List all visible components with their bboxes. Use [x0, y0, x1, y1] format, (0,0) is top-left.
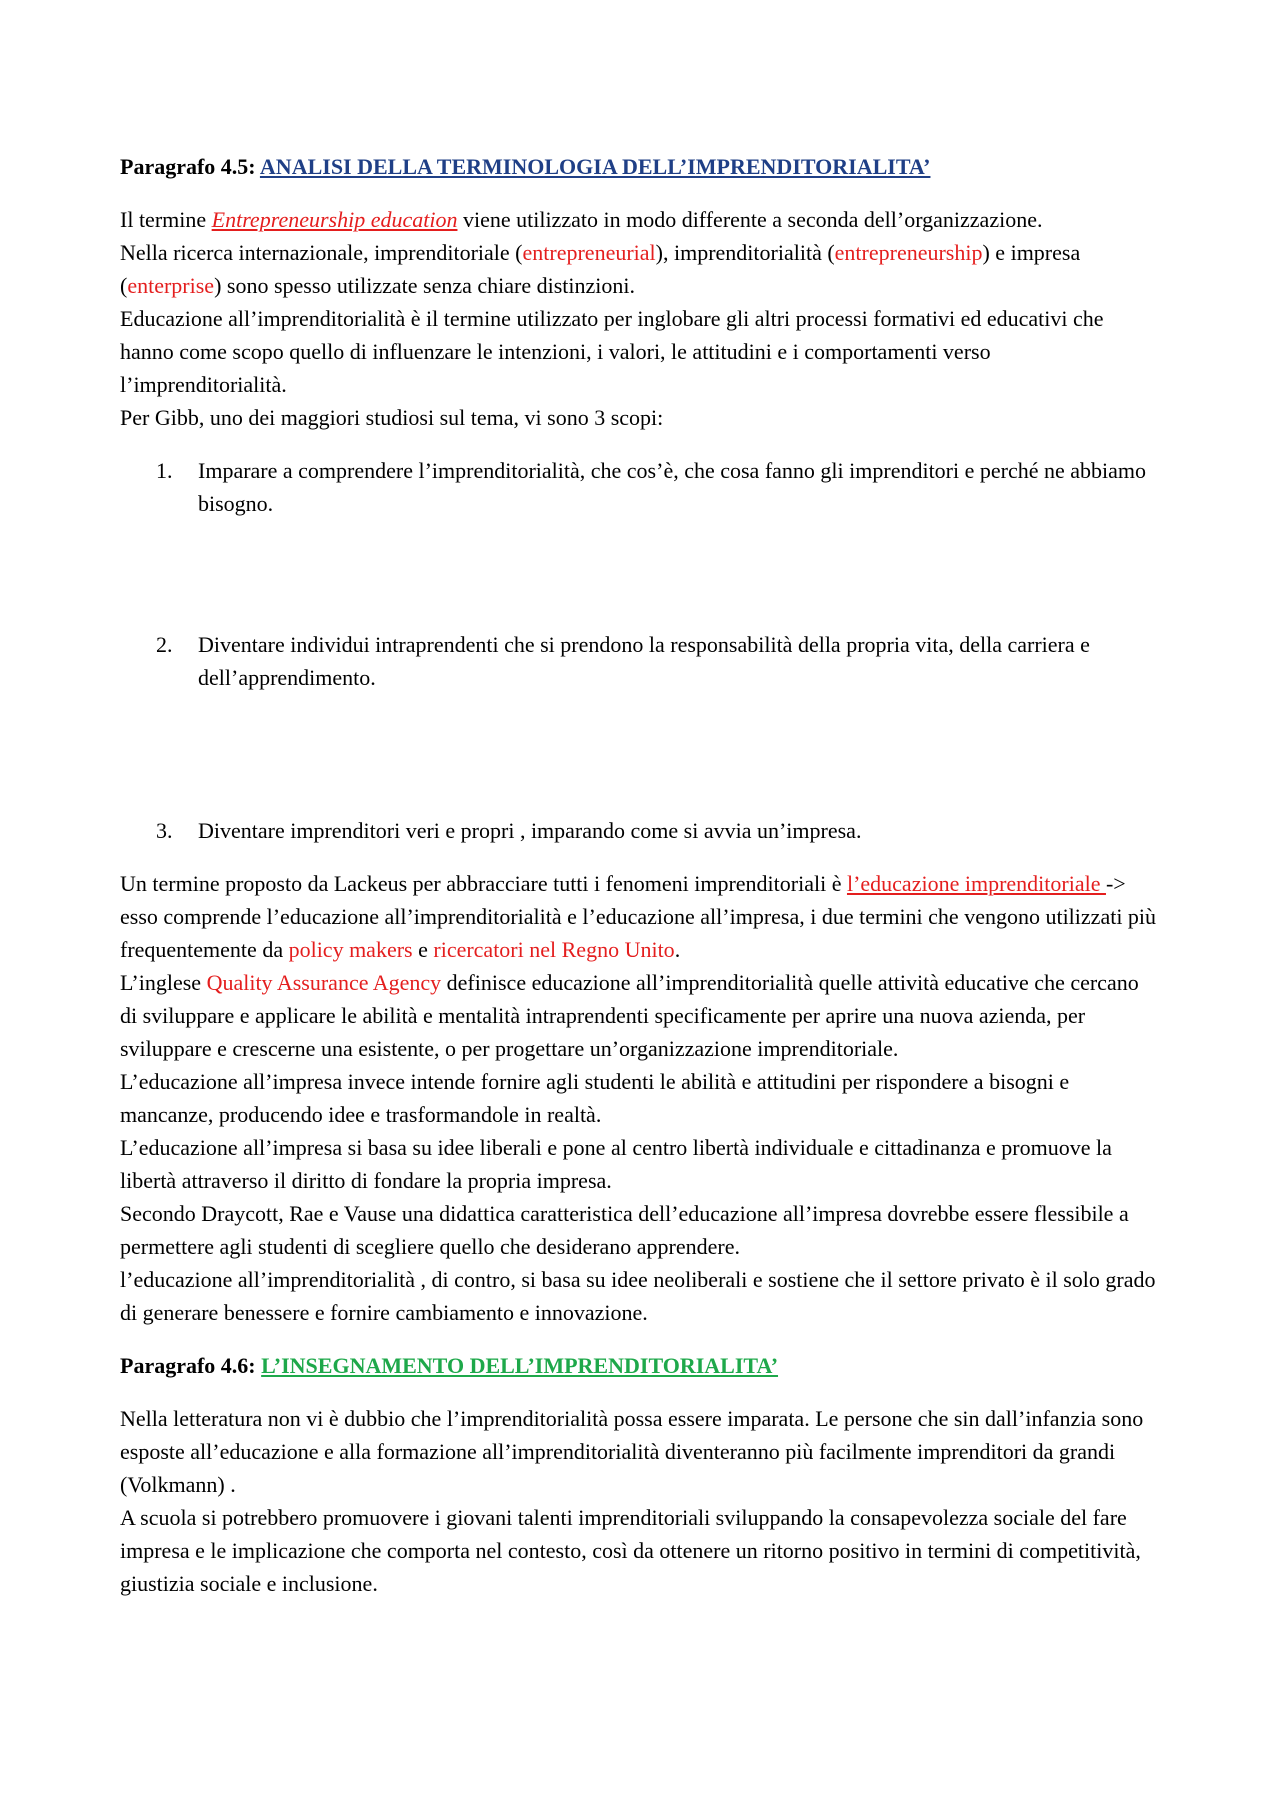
- section-title: L’INSEGNAMENTO DELL’IMPRENDITORIALITA’: [261, 1353, 779, 1378]
- text-run: Il termine: [120, 207, 212, 232]
- list-text: Diventare individui intraprendenti che si prendono la responsabilità della propria vita, della carriera e dell’apprendimento.: [198, 632, 1090, 690]
- body-paragraph-4: L’educazione all’impresa si basa su idee liberali e pone al centro libertà individuale e cittadinanza e promuove la libertà attraverso il diritto di fondare la propria impresa.: [120, 1135, 1112, 1193]
- body-paragraph-5: Secondo Draycott, Rae e Vause una didattica caratteristica dell’educazione all’impresa dovrebbe essere flessibile a permettere agli studenti di scegliere quello che desiderano apprendere.: [120, 1201, 1129, 1259]
- list-text: Imparare a comprendere l’imprenditorialità, che cos’è, che cosa fanno gli imprenditori e perché ne abbiamo bisogno.: [198, 458, 1147, 516]
- text-run: -> esso comprende l’educazione all’imprenditorialità e l’educazione all’impresa, i due termini che vengono utilizzati più frequentemente da: [120, 871, 1157, 962]
- highlight-term: policy makers: [288, 937, 413, 962]
- text-run: definisce educazione all’imprenditorialità quelle attività educative che cercano di sviluppare e applicare le abilità e mentalità intraprendenti specificamente per aprire una nuova azienda, per sviluppare e crescerne una esistente, o per progettare un’organizzazione imprenditoriale.: [120, 970, 1139, 1061]
- section-heading-4-5: [120, 150, 1160, 183]
- text-run: ) e impresa (: [120, 240, 1081, 298]
- text-run: e: [412, 937, 434, 962]
- highlight-term: l’educazione imprenditoriale: [846, 871, 1106, 896]
- body-paragraph-6: l’educazione all’imprenditorialità , di contro, si basa su idee neoliberali e sostiene che il settore privato è il solo grado di generare benessere e fornire cambiamento e innovazione.: [120, 1267, 1156, 1325]
- section-label: Paragrafo 4.6: [120, 1353, 249, 1378]
- highlight-term: entrepreneurial: [522, 240, 656, 265]
- scopes-list: [120, 454, 1160, 847]
- section-2-paragraph-1: Nella letteratura non vi è dubbio che l’imprenditorialità possa essere imparata. Le persone che sin dall’infanzia sono esposte all’educazione e alla formazione all’imprenditorialità diventeranno più facilmente imprenditori da grandi (Volkmann) .: [120, 1406, 1144, 1497]
- body-paragraph-2: [120, 966, 1160, 1065]
- section-heading-4-6: [120, 1349, 1160, 1382]
- section-separator: :: [248, 1353, 262, 1378]
- list-number: 1.: [156, 458, 173, 483]
- text-run: .: [674, 937, 681, 962]
- list-item: [120, 454, 1160, 520]
- section-2-paragraph-2: A scuola si potrebbero promuovere i giovani talenti imprenditoriali sviluppando la consapevolezza sociale del fare impresa e le implicazione che comporta nel contesto, così da ottenere un ritorno positivo in termini di competitività, giustizia sociale e inclusione.: [120, 1505, 1141, 1596]
- highlight-term: ricercatori nel Regno Unito: [433, 937, 675, 962]
- highlight-term: Quality Assurance Agency: [206, 970, 442, 995]
- body-section: [120, 867, 1160, 1329]
- highlight-term: Entrepreneurship education: [211, 207, 458, 232]
- intro-paragraph-4: Per Gibb, uno dei maggiori studiosi sul tema, vi sono 3 scopi:: [120, 405, 664, 430]
- section-title: ANALISI DELLA TERMINOLOGIA DELL’IMPRENDITORIALITA’: [259, 154, 931, 179]
- text-run: Un termine proposto da Lackeus per abbracciare tutti i fenomeni imprenditoriali è: [120, 871, 847, 896]
- list-item: [120, 814, 1160, 847]
- text-run: Nella ricerca internazionale, imprenditoriale (: [120, 240, 523, 265]
- section-label: Paragrafo 4.5: [120, 154, 249, 179]
- body-paragraph-1: [120, 867, 1160, 966]
- list-text: Diventare imprenditori veri e propri , imparando come si avvia un’impresa.: [198, 818, 862, 843]
- section-separator: :: [248, 154, 260, 179]
- intro-paragraph-3: Educazione all’imprenditorialità è il termine utilizzato per inglobare gli altri processi formativi ed educativi che hanno come scopo quello di influenzare le intenzioni, i valori, le attitudini e i comportamenti verso l’imprenditorialità.: [120, 306, 1104, 397]
- text-run: L’inglese: [120, 970, 207, 995]
- text-run: ) sono spesso utilizzate senza chiare distinzioni.: [214, 273, 635, 298]
- text-run: viene utilizzato in modo differente a seconda dell’organizzazione.: [457, 207, 1043, 232]
- list-item: [120, 628, 1160, 694]
- highlight-term: entrepreneurship: [834, 240, 983, 265]
- highlight-term: enterprise: [127, 273, 215, 298]
- intro-paragraph-2: [120, 236, 1160, 302]
- list-number: 2.: [156, 632, 173, 657]
- list-number: 3.: [156, 818, 173, 843]
- text-run: ), imprenditorialità (: [655, 240, 835, 265]
- intro-paragraph-1: [120, 203, 1160, 236]
- body-paragraph-3: L’educazione all’impresa invece intende fornire agli studenti le abilità e attitudini per rispondere a bisogni e mancanze, producendo idee e trasformandole in realtà.: [120, 1069, 1070, 1127]
